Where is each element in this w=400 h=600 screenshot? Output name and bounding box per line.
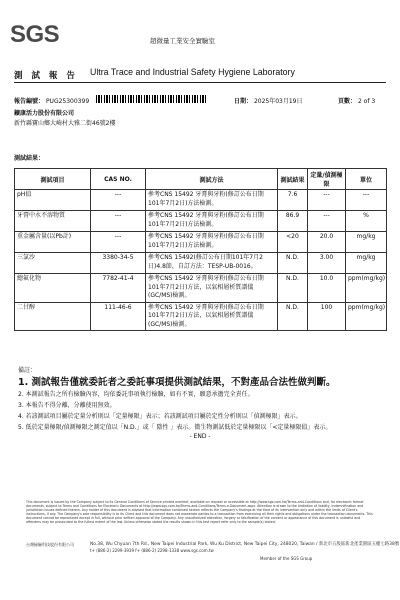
client-name: 鑛康活力股份有限公司: [14, 110, 75, 117]
notes-heading: 備註：: [18, 367, 37, 374]
cell-item: pH值: [15, 190, 91, 211]
table-row: [15, 302, 387, 331]
cell-unit: ppm(mg/kg): [346, 302, 387, 331]
cell-limit: ---: [308, 211, 346, 232]
header-test-item: 測試項目: [15, 169, 91, 190]
lab-name-cn: 超微量工業安全實驗室: [150, 37, 215, 45]
cell-unit: %: [346, 211, 387, 232]
cell-cas: ---: [91, 211, 146, 232]
cell-result: 86.9: [278, 211, 308, 232]
table-row: [15, 190, 387, 211]
note-4: 4. 若該測試項目屬於定量分析則以「定量極限」表示；若該測試項目屬於定性分析則以「偵測極限」表示。: [18, 413, 302, 420]
cell-result: 7.6: [278, 190, 308, 211]
report-date: [234, 96, 302, 105]
cell-limit: 3.00: [308, 253, 346, 274]
note-3: 3. 本報告不得分離，分離使用無效。: [18, 402, 116, 409]
results-table: [14, 168, 387, 331]
note-1: 1. 測試報告僅就委託者之委託事項提供測試結果，不對產品合法性做判斷。: [18, 377, 336, 388]
cell-result: N.D.: [278, 302, 308, 331]
footer-address: No.38, Wu Chyuan 7th Rd., New Taipei Industrial Park, Wu Ku District, New Taipei City, 248020, Taiwan / 新北市五股區新北產業園區五權七路38號: [90, 542, 400, 547]
end-marker: - END -: [189, 433, 211, 440]
footer-company: 台灣檢驗科技股份有限公司: [26, 542, 74, 547]
table-row: [15, 253, 387, 274]
page-count-value: 2 of 3: [357, 98, 376, 105]
table-row: [15, 274, 387, 303]
barcode: [96, 95, 208, 103]
note-5: 5. 低於定量極限/偵測極限之測定值以「N.D.」或「 陰性 」表示。微生物測試低於定量極限以「<定量極限值」表示。: [18, 424, 332, 431]
cell-result: N.D.: [278, 274, 308, 303]
cell-unit: ---: [346, 190, 387, 211]
cell-item: 重金屬含量(以Pb計): [15, 232, 91, 253]
report-number-value: PUG25300399: [45, 98, 90, 105]
header-result: 測試結果: [278, 169, 308, 190]
cell-cas: 111-46-6: [91, 302, 146, 331]
header-divider: [14, 82, 386, 83]
cell-result: <20: [278, 232, 308, 253]
cell-cas: ---: [91, 232, 146, 253]
cell-limit: 100: [308, 302, 346, 331]
cell-method: 參考CNS 15492 牙膏與牙粉(修訂公布日期101年7月2日)方法，以氣相層析質譜儀(GC/MS)檢測。: [146, 274, 278, 303]
cell-unit: mg/kg: [346, 253, 387, 274]
cell-cas: 3380-34-5: [91, 253, 146, 274]
header-limit: 定量/偵測極限: [308, 169, 346, 190]
footer-member: Member of the SGS Group: [260, 556, 313, 561]
cell-item: 三氯沙: [15, 253, 91, 274]
cell-result: N.D.: [278, 253, 308, 274]
cell-unit: ppm(mg/kg): [346, 274, 387, 303]
notes-section: [18, 365, 336, 433]
lab-name-en: Ultra Trace and Industrial Safety Hygiene Laboratory: [90, 67, 295, 77]
report-number: [14, 96, 89, 105]
cell-method: 參考CNS 15492 牙膏與牙粉(修訂公布日期101年7月2日)方法檢測。: [146, 190, 278, 211]
report-title-cn: 測 試 報 告: [14, 71, 78, 81]
footer-contact: t+ (886-2) 2299-3939 f+ (886-2) 2298-1338 www.sgs.com.tw: [90, 548, 214, 553]
cell-method: 參考CNS 15492(修訂公布日期101年7月2日)4.8節，自訂方法：TESP-UB-0016。: [146, 253, 278, 274]
sgs-logo: SGS: [10, 21, 60, 48]
header-unit: 單位: [346, 169, 387, 190]
table-header-row: [15, 169, 387, 190]
cell-limit: ---: [308, 190, 346, 211]
cell-method: 參考CNS 15492 牙膏與牙粉(修訂公布日期101年7月2日)方法檢測。: [146, 232, 278, 253]
cell-method: 參考CNS 15492 牙膏與牙粉(修訂公布日期101年7月2日)方法檢測。: [146, 211, 278, 232]
report-date-value: 2025年03月19日: [253, 98, 303, 105]
cell-limit: 20.0: [308, 232, 346, 253]
cell-item: 牙膏中水不溶物質: [15, 211, 91, 232]
table-row: [15, 232, 387, 253]
cell-cas: ---: [91, 190, 146, 211]
page-count: [338, 96, 375, 105]
report-date-label: 日期：: [234, 98, 253, 105]
page-count-label: 頁數：: [338, 98, 357, 105]
cell-limit: 10.0: [308, 274, 346, 303]
cell-method: 參考CNS 15492 牙膏與牙粉(修訂公布日期101年7月2日)方法，以氣相層析質譜儀(GC/MS)檢測。: [146, 302, 278, 331]
cell-unit: mg/kg: [346, 232, 387, 253]
report-number-label: 報告編號：: [14, 98, 45, 105]
results-label: 測試結果：: [14, 155, 45, 162]
cell-item: 總氟化物: [15, 274, 91, 303]
header-cas-no: CAS NO.: [91, 169, 146, 190]
client-address: 新竹縣寶山鄉大崎村大雅二街46號2樓: [14, 120, 116, 127]
note-2: 2. 本測試報告之所有檢驗內容，均依委託事項執行檢驗，如有不實，願意承擔完全責任。: [18, 391, 254, 398]
cell-cas: 7782-41-4: [91, 274, 146, 303]
table-row: [15, 211, 387, 232]
header-test-method: 測試方法: [146, 169, 278, 190]
footer-disclaimer: This document is issued by the Company subject to its General Conditions of Service printed overleaf, available on request or accessible at http://www.sgs.com.tw/Terms-and-Conditions and, for electronic format documents, subject to Terms and Conditions for Electronic Documents at http://www.sgs.com.tw/Terms-and-Conditions/Terms-e-Document.aspx. Attention is drawn to the limitation of liability, indemnification and jurisdiction issues defined therein. Any holder of this document is advised that information contained hereon reflects the Company's findings at the time of its intervention only and within the limits of Client's instructions, if any. The Company's sole responsibility is to its Client and this document does not exonerate parties to a transaction from exercising all their rights and obligations under the transaction documents. This document cannot be reproduced except in full, without prior written approval of the Company. Any unauthorized alteration, forgery or falsification of the content or appearance of this document is unlawful and offenders may be prosecuted to the fullest extent of the law. Unless otherwise stated the results shown in this test report refer only to the sample(s) tested.: [26, 500, 373, 524]
cell-item: 二甘醇: [15, 302, 91, 331]
